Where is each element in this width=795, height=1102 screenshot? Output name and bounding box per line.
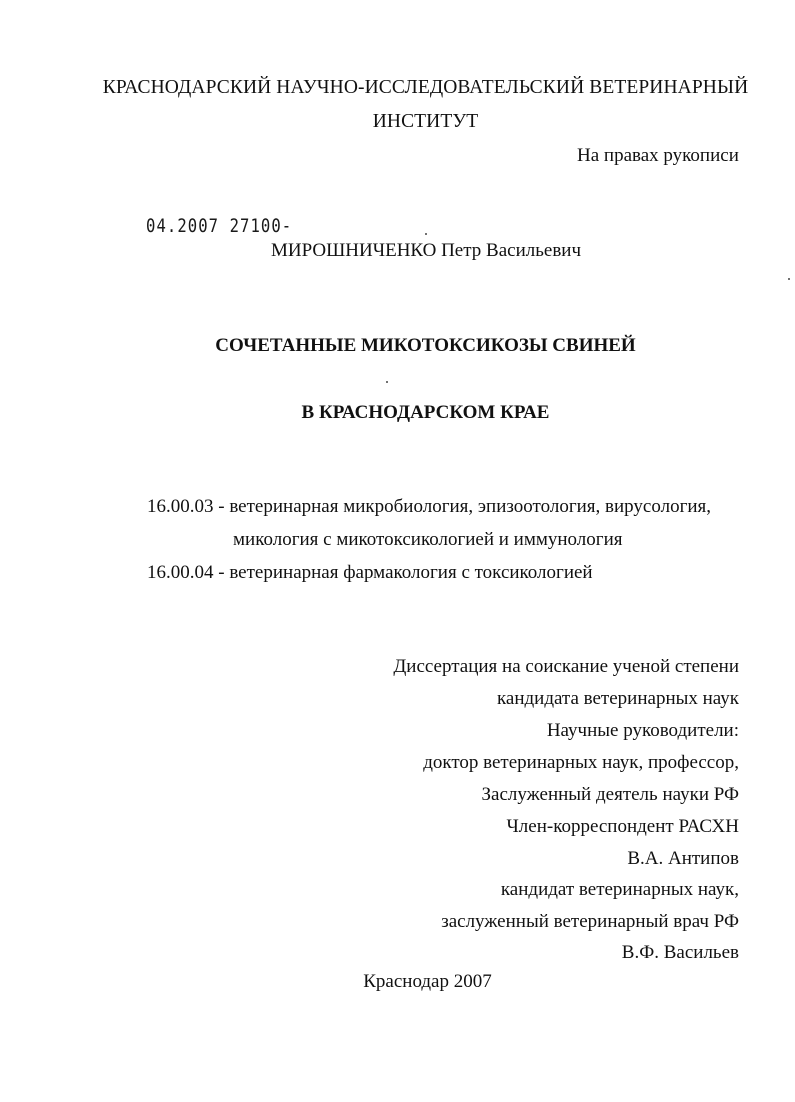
title-line1: СОЧЕТАННЫЕ МИКОТОКСИКОЗЫ СВИНЕЙ [215, 335, 636, 356]
scan-speck [788, 278, 790, 280]
manuscript-note: На правах рукописи [577, 145, 739, 166]
scan-speck [386, 381, 388, 383]
specialty-2: 16.00.04 - ветеринарная фармакология с токсикологией [147, 562, 593, 583]
supervisor-1-membership: Член-корреспондент РАСХН [506, 816, 739, 837]
supervisor-2-honor: заслуженный ветеринарный врач РФ [441, 911, 739, 932]
supervisors-heading: Научные руководители: [546, 720, 739, 741]
supervisor-1-degree: доктор ветеринарных наук, профессор, [423, 752, 739, 773]
city-year: Краснодар 2007 [363, 971, 492, 992]
specialty-1-line1: 16.00.03 - ветеринарная микробиология, эпизоотология, вирусология, [147, 496, 712, 517]
institute-name-line2: ИНСТИТУТ [372, 111, 479, 132]
supervisor-2-degree: кандидат ветеринарных наук, [500, 879, 739, 900]
supervisor-1-name: В.А. Антипов [627, 848, 739, 869]
scan-speck [425, 233, 427, 235]
dissertation-info-line: Диссертация на соискание ученой степени [393, 656, 739, 677]
author-name: МИРОШНИЧЕНКО Петр Васильевич [271, 240, 582, 261]
dissertation-info-line: кандидата ветеринарных наук [496, 688, 739, 709]
registration-stamp: 04.2007 27100- [146, 215, 293, 237]
supervisor-1-honor: Заслуженный деятель науки РФ [481, 784, 739, 805]
specialty-1-line2: микология с микотоксикологией и иммунология [233, 529, 623, 550]
supervisor-2-name: В.Ф. Васильев [621, 942, 739, 963]
institute-name-line1: КРАСНОДАРСКИЙ НАУЧНО-ИССЛЕДОВАТЕЛЬСКИЙ ВЕТЕРИНАРНЫЙ [102, 77, 749, 98]
title-line2: В КРАСНОДАРСКОМ КРАЕ [301, 402, 550, 423]
